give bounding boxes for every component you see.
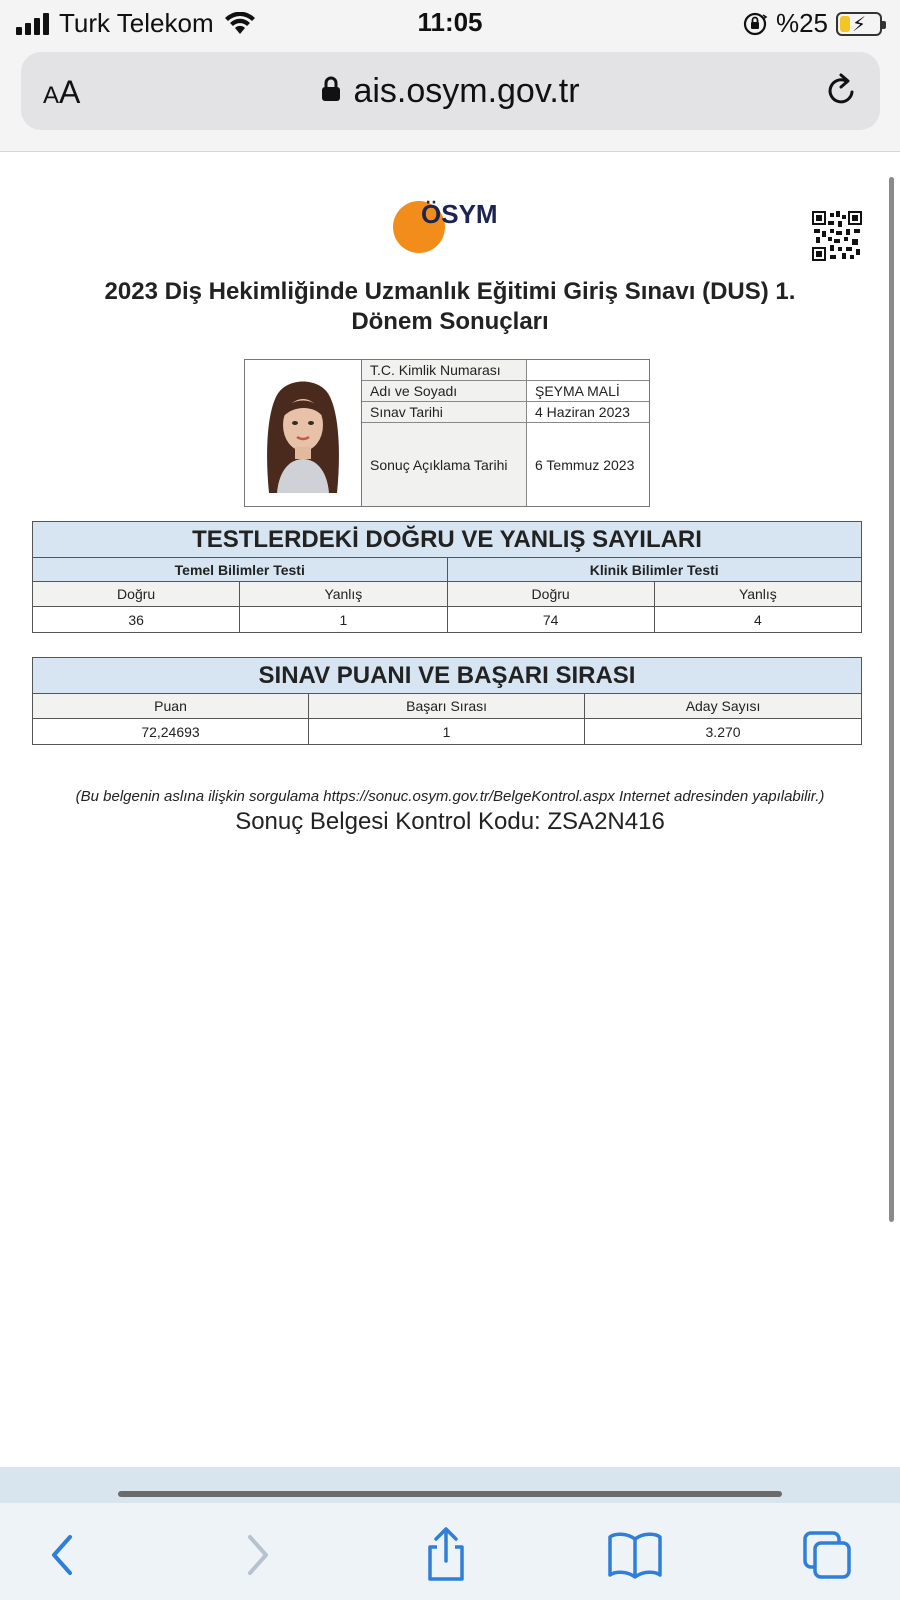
rank-value: 1 [309, 719, 585, 745]
forward-button[interactable] [222, 1527, 292, 1583]
basic-wrong-count: 1 [240, 607, 447, 633]
bookmarks-button[interactable] [600, 1527, 670, 1583]
basic-sciences-header: Temel Bilimler Testi [33, 558, 448, 582]
id-number-label: T.C. Kimlik Numarası [362, 360, 526, 381]
orientation-lock-icon [742, 11, 768, 37]
exam-date-label: Sınav Tarihi [362, 402, 526, 423]
bookmarks-icon [607, 1531, 663, 1579]
column-header: Puan [33, 694, 309, 719]
home-indicator[interactable] [118, 1491, 782, 1497]
result-date-label: Sonuç Açıklama Tarihi [362, 423, 526, 506]
osym-logo: ÖSYM [393, 197, 513, 257]
back-icon [48, 1533, 78, 1577]
test-results-table [32, 521, 862, 633]
verification-note: (Bu belgenin aslına ilişkin sorgulama https://sonuc.osym.gov.tr/BelgeKontrol.aspx Internet adresinden yapılabilir.) [75, 788, 825, 805]
column-header: Yanlış [654, 582, 861, 607]
score-table [32, 657, 862, 745]
column-header: Başarı Sırası [309, 694, 585, 719]
qr-code [812, 211, 862, 261]
candidate-count-value: 3.270 [585, 719, 862, 745]
result-date-value: 6 Temmuz 2023 [526, 423, 649, 506]
page-scrollbar[interactable] [889, 177, 894, 1222]
basic-correct-count: 36 [33, 607, 240, 633]
name-value: ŞEYMA MALİ [526, 381, 649, 402]
tabs-button[interactable] [792, 1527, 862, 1583]
clinical-correct-count: 74 [447, 607, 654, 633]
share-icon [423, 1527, 469, 1583]
column-header: Doğru [33, 582, 240, 607]
reload-icon[interactable] [824, 70, 860, 110]
lock-icon [321, 76, 341, 102]
candidate-info-grid [362, 360, 649, 506]
address-bar[interactable] [21, 52, 880, 130]
status-bar [0, 0, 900, 48]
clock: 11:05 [417, 7, 483, 37]
browser-top-bar [0, 48, 900, 152]
charging-bolt-icon: ⚡ [852, 13, 867, 36]
battery-percent: %25 [775, 8, 828, 38]
back-button[interactable] [28, 1527, 98, 1583]
id-number-value [526, 360, 649, 381]
battery-icon [836, 12, 882, 36]
candidate-photo [245, 360, 362, 506]
clinical-wrong-count: 4 [654, 607, 861, 633]
text-size-button[interactable]: AA [43, 74, 81, 110]
score-table-title: SINAV PUANI VE BAŞARI SIRASI [33, 658, 862, 694]
battery-fill [840, 16, 850, 32]
column-header: Doğru [447, 582, 654, 607]
clinical-sciences-header: Klinik Bilimler Testi [447, 558, 862, 582]
control-code: Sonuç Belgesi Kontrol Kodu: ZSA2N416 [235, 808, 665, 835]
name-label: Adı ve Soyadı [362, 381, 526, 402]
carrier-name: Turk Telekom [59, 8, 214, 38]
column-header: Yanlış [240, 582, 447, 607]
web-page [0, 152, 900, 1467]
candidate-info-card [244, 359, 650, 507]
browser-bottom-toolbar [0, 1467, 900, 1600]
tabs-icon [802, 1530, 852, 1580]
url-text: ais.osym.gov.tr [353, 72, 580, 110]
test-results-title: TESTLERDEKİ DOĞRU VE YANLIŞ SAYILARI [33, 522, 862, 558]
document-title: 2023 Diş Hekimliğinde Uzmanlık Eğitimi Giriş Sınavı (DUS) 1. Dönem Sonuçları [104, 278, 796, 335]
share-button[interactable] [411, 1527, 481, 1583]
exam-date-value: 4 Haziran 2023 [526, 402, 649, 423]
status-right [742, 8, 882, 39]
forward-icon [242, 1533, 272, 1577]
url-display[interactable] [21, 72, 880, 111]
column-header: Aday Sayısı [585, 694, 862, 719]
score-value: 72,24693 [33, 719, 309, 745]
